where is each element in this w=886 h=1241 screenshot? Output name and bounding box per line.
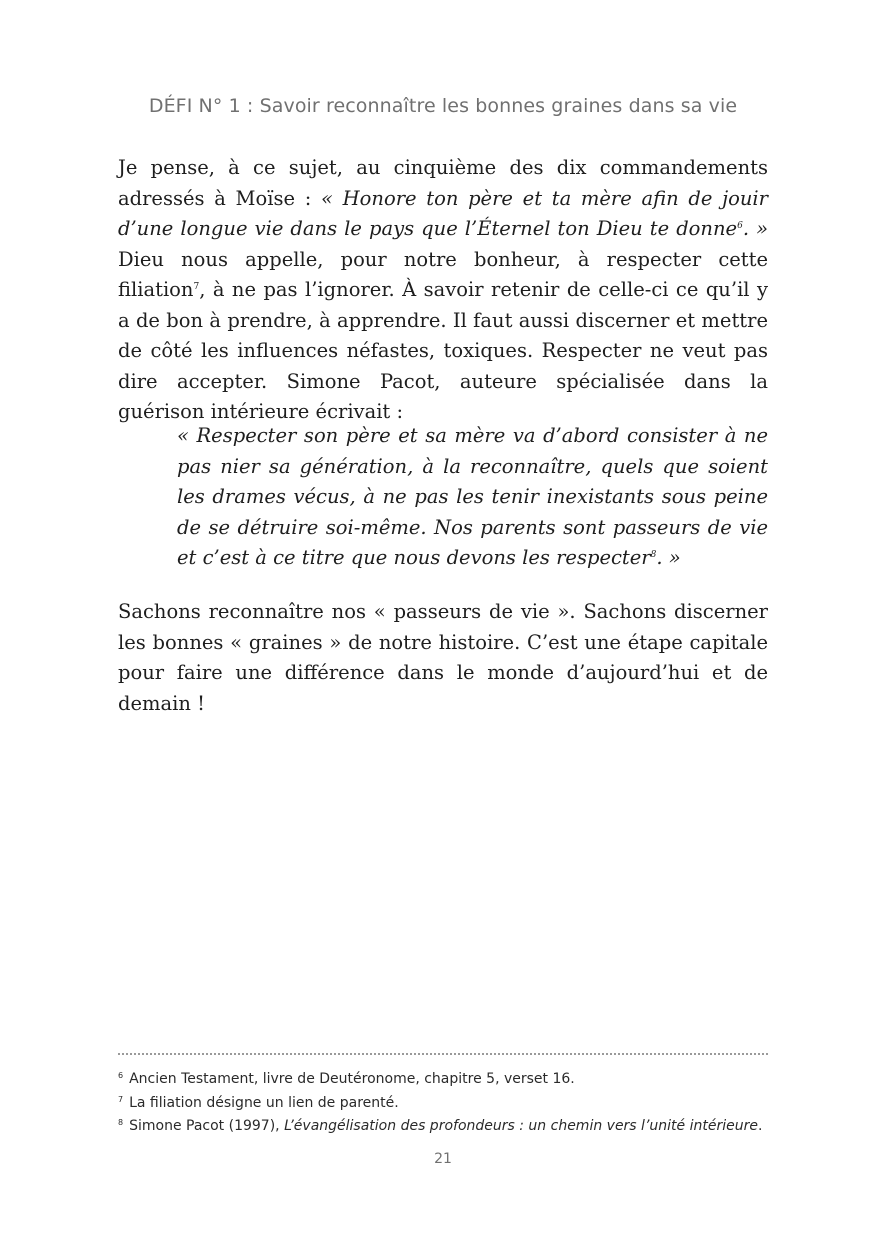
body-paragraph-2: Sachons reconnaître nos « passeurs de vie ». Sachons discerner les bonnes « graines » de notre histoire. C’est une étape capitale pour faire une différence dans le monde d’aujourd’hui et de demain ! [118, 600, 768, 715]
paragraph-1-intro: Je pense, à ce sujet, au cinquième des dix commandements adressés à Moïse : [118, 156, 768, 210]
footnote-text: Simone Pacot (1997), [129, 1118, 285, 1134]
footnote-ref-8[interactable]: 8 [650, 550, 657, 560]
footnote-6 [118, 1066, 798, 1090]
inline-quote-close: . » [742, 217, 768, 240]
footnote-7 [118, 1090, 798, 1114]
running-head: DÉFI N° 1 : Savoir reconnaître les bonnes graines dans sa vie [148, 95, 738, 117]
footnote-end: . [757, 1118, 763, 1134]
footnote-number: 6 [118, 1071, 124, 1080]
page-number: 21 [434, 1151, 452, 1167]
block-quote-text: « Respecter son père et sa mère va d’abord consister à ne pas nier sa génération, à la reconnaître, quels que soient les drames vécus, à ne pas les tenir inexistants sous peine de se détruire soi-même. Nos parents sont passeurs de vie et c’est à ce titre que nous devons les respecter [177, 424, 768, 569]
footnote-book-title: L’évangélisation des profondeurs : un chemin vers l’unité intérieure [284, 1118, 758, 1134]
block-quote-close: . » [656, 546, 681, 569]
footnote-text: La filiation désigne un lien de parenté. [129, 1094, 399, 1111]
block-quote [177, 421, 768, 574]
footnote-ref-6[interactable]: 6 [737, 221, 743, 231]
paragraph-1-end: , à ne pas l’ignorer. À savoir retenir de celle-ci ce qu’il y a de bon à prendre, à apprendre. Il faut aussi discerner et mettre de côté les influences néfastes, toxiques. Respecter ne veut pas dire accepter. Simone Pacot, auteure spécialisée dans la guérison intérieure écrivait : [118, 278, 768, 423]
footnote-text: Ancien Testament, livre de Deutéronome, chapitre 5, verset 16. [129, 1071, 575, 1087]
footnote-number: 7 [118, 1094, 124, 1104]
footnote-ref-7[interactable]: 7 [193, 282, 200, 292]
inline-quote-text: « Honore ton père et ta mère afin de jouir d’une longue vie dans le pays que l’Éternel ton Dieu te donne [118, 186, 768, 240]
footnote-separator [118, 1053, 768, 1055]
body-paragraph-1 [118, 153, 768, 428]
paragraph-1-middle: Dieu nous appelle, pour notre bonheur, à respecter cette filiation [118, 247, 768, 301]
footnote-8 [118, 1113, 798, 1137]
footnotes [118, 1066, 798, 1137]
footnote-number: 8 [118, 1118, 124, 1127]
